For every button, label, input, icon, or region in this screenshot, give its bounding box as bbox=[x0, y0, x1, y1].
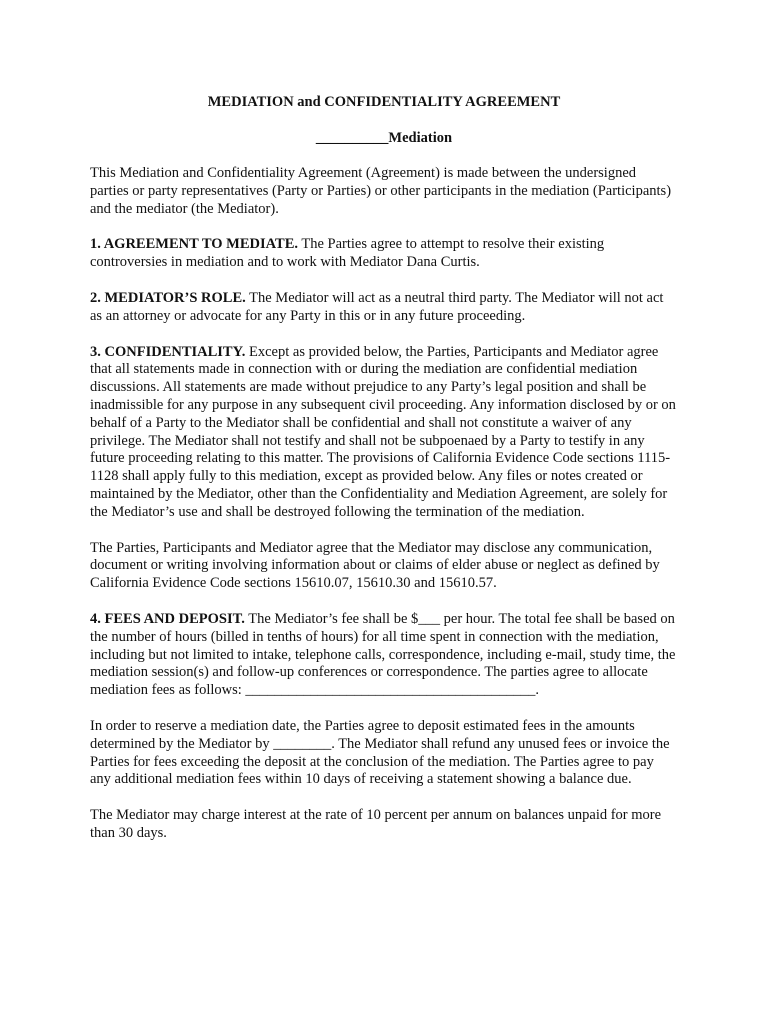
section-confidentiality bbox=[90, 344, 678, 522]
elder-abuse-paragraph: The Parties, Participants and Mediator agree that the Mediator may disclose any communication, document or writing involving information about or claims of elder abuse or neglect as defined by California Evidence Code sections 15610.07, 15610.30 and 15610.57. bbox=[90, 539, 660, 592]
section-text: Except as provided below, the Parties, Participants and Mediator agree that all statements made in connection with or during the mediation are confidential mediation discussions. All statements are made without prejudice to any Party’s legal position and shall be inadmissible for any purpose in any subsequent civil proceeding. Any information disclosed by or on behalf of a Party to the Mediator shall be confidential and shall not constitute a waiver of any privilege. The Mediator shall not testify and shall not be subpoenaed by a Party to testify in any future proceeding relating to this matter. The provisions of California Evidence Code sections 1115-1128 shall apply fully to this mediation, except as provided below. Any files or notes created or maintained by the Mediator, other than the Confidentiality and Mediation Agreement, are solely for the Mediator’s use and shall be destroyed following the termination of the mediation. bbox=[90, 343, 676, 520]
section-heading: 3. CONFIDENTIALITY. bbox=[90, 343, 246, 360]
section-heading: 2. MEDIATOR’S ROLE. bbox=[90, 289, 246, 306]
deposit-paragraph: In order to reserve a mediation date, the Parties agree to deposit estimated fees in the amounts determined by the Mediator by ________. The Mediator shall refund any unused fees or invoice the Parties for fees exceeding the deposit at the conclusion of the mediation. The Parties agree to pay any additional mediation fees within 10 days of receiving a statement showing a balance due. bbox=[90, 717, 670, 788]
section-fees-and-deposit bbox=[90, 611, 678, 700]
section-text: The Parties agree to attempt to resolve their existing controversies in mediation and to work with Mediator Dana Curtis. bbox=[90, 236, 605, 271]
section-heading: 1. AGREEMENT TO MEDIATE. bbox=[90, 236, 299, 253]
section-agreement-to-mediate bbox=[90, 236, 678, 272]
section-text: The Mediator will act as a neutral third party. The Mediator will not act as an attorney or advocate for any Party in this or in any future proceeding. bbox=[90, 289, 664, 324]
section-text: The Mediator’s fee shall be $___ per hour. The total fee shall be based on the number of hours (billed in tenths of hours) for all time spent in connection with the mediation, including but not limited to intake, telephone calls, correspondence, including e-mail, study time, the mediation session(s) and follow-up conferences or correspondence. The parties agree to allocate mediation fees as follows: ________________________________________. bbox=[90, 610, 676, 699]
section-heading: 4. FEES AND DEPOSIT. bbox=[90, 610, 245, 627]
interest-paragraph: The Mediator may charge interest at the rate of 10 percent per annum on balances unpaid for more than 30 days. bbox=[90, 807, 662, 841]
document-subtitle: __________Mediation bbox=[315, 130, 453, 146]
intro-paragraph: This Mediation and Confidentiality Agreement (Agreement) is made between the undersigned parties or party representatives (Party or Parties) or other participants in the mediation (Participants) and the mediator (the Mediator). bbox=[90, 165, 672, 217]
section-mediators-role bbox=[90, 290, 678, 326]
document-title: MEDIATION and CONFIDENTIALITY AGREEMENT bbox=[207, 94, 561, 110]
